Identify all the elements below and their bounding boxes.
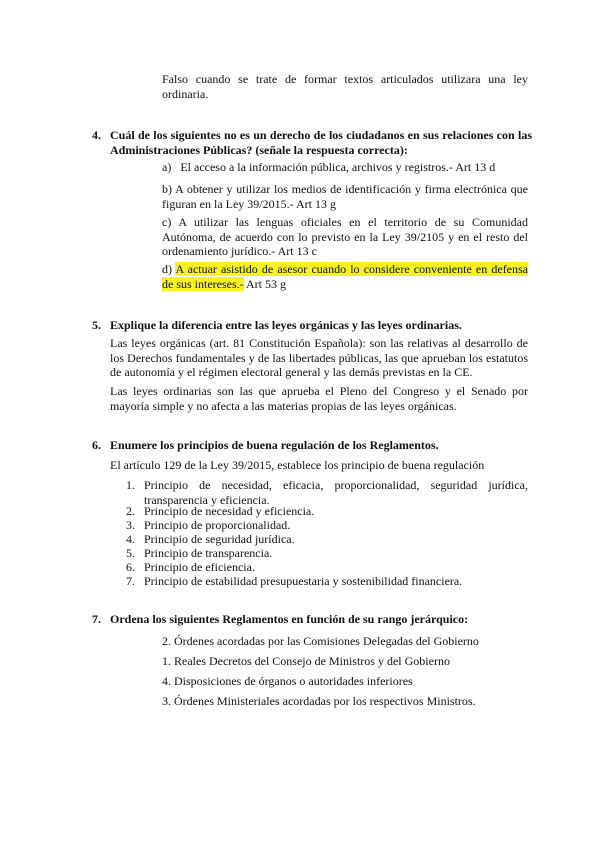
principle-item-3 [126,518,528,533]
option-a [162,160,528,175]
question-7-number: 7. [92,612,101,626]
option-b-text: A obtener y utilizar los medios de identificación y firma electrónica que figuran en la Ley 39/2015.- Art 13 g [162,182,528,211]
intro-paragraph: Falso cuando se trate de formar textos articulados utilizara una ley ordinaria. [162,72,528,101]
principle-number: 4. [126,532,135,546]
principle-text: Principio de eficiencia. [144,560,255,574]
option-c-text: A utilizar las lenguas oficiales en el territorio de su Comunidad Autónoma, de acuerdo con lo previsto en la Ley 39/2105 y en el resto del ordenamiento jurídico.- Art 13 c [162,215,528,258]
principle-item-4 [126,532,528,547]
option-d-highlighted-text: A actuar asistido de asesor cuando lo considere conveniente en defensa de sus intereses.- [162,262,529,291]
question-5 [92,318,532,333]
answer-5-paragraph-1: Las leyes orgánicas (art. 81 Constitución Española): son las relativas al desarrollo de los Derechos fundamentales y de las libertades públicas, las que aprueban los estatutos de autonomía y el régimen electoral general y las demás previstas en la CE. [110,336,528,379]
principle-number: 5. [126,546,135,560]
ranking-item-1: 2. Órdenes acordadas por las Comisiones Delegadas del Gobierno [162,634,479,648]
ranking-item-2: 1. Reales Decretos del Consejo de Ministros y del Gobierno [162,654,450,668]
principle-item-1 [126,478,528,507]
question-4 [92,128,532,157]
principle-number: 6. [126,560,135,574]
answer-6-lead: El artículo 129 de la Ley 39/2015, establece los principio de buena regulación [110,458,485,472]
principle-text: Principio de necesidad y eficiencia. [144,504,315,518]
question-5-text: Explique la diferencia entre las leyes orgánicas y las leyes ordinarias. [110,318,462,332]
question-5-number: 5. [92,318,101,332]
option-d-text: Art 53 g [243,276,286,291]
ranking-item-3: 4. Disposiciones de órganos o autoridades inferiores [162,674,413,688]
option-d [162,262,528,291]
question-6-text: Enumere los principios de buena regulación de los Reglamentos. [110,438,439,452]
principle-text: Principio de necesidad, eficacia, proporcionalidad, seguridad jurídica, transparencia y eficiencia. [144,478,528,507]
principle-text: Principio de transparencia. [144,546,273,560]
option-d-letter: d) [162,262,172,276]
principle-item-2 [126,504,528,519]
principle-number: 1. [126,478,135,492]
principle-item-6 [126,560,528,575]
question-4-number: 4. [92,128,101,142]
option-b [162,182,528,211]
option-a-text: El acceso a la información pública, archivos y registros.- Art 13 d [180,160,496,174]
question-7-text: Ordena los siguientes Reglamentos en función de su rango jerárquico: [110,612,469,626]
principle-item-7 [126,574,528,589]
principle-text: Principio de seguridad jurídica. [144,532,295,546]
ranking-item-4: 3. Órdenes Ministeriales acordadas por los respectivos Ministros. [162,694,476,708]
question-4-text: Cuál de los siguientes no es un derecho de los ciudadanos en sus relaciones con las Administraciones Públicas? (señale la respuesta correcta): [110,128,532,157]
principle-number: 2. [126,504,135,518]
principle-text: Principio de proporcionalidad. [144,518,291,532]
principle-item-5 [126,546,528,561]
principle-number: 7. [126,574,135,588]
principle-text: Principio de estabilidad presupuestaria y sostenibilidad financiera. [144,574,463,588]
option-c [162,215,528,259]
option-a-letter: a) [162,160,172,174]
answer-5-paragraph-2: Las leyes ordinarias son las que aprueba el Pleno del Congreso y el Senado por mayoría simple y no afecta a las materias propias de las leyes orgánicas. [110,384,528,413]
question-6-number: 6. [92,438,101,452]
principle-number: 3. [126,518,135,532]
question-7 [92,612,532,627]
option-b-letter: b) [162,182,172,196]
question-6 [92,438,532,453]
option-c-letter: c) [162,215,172,229]
